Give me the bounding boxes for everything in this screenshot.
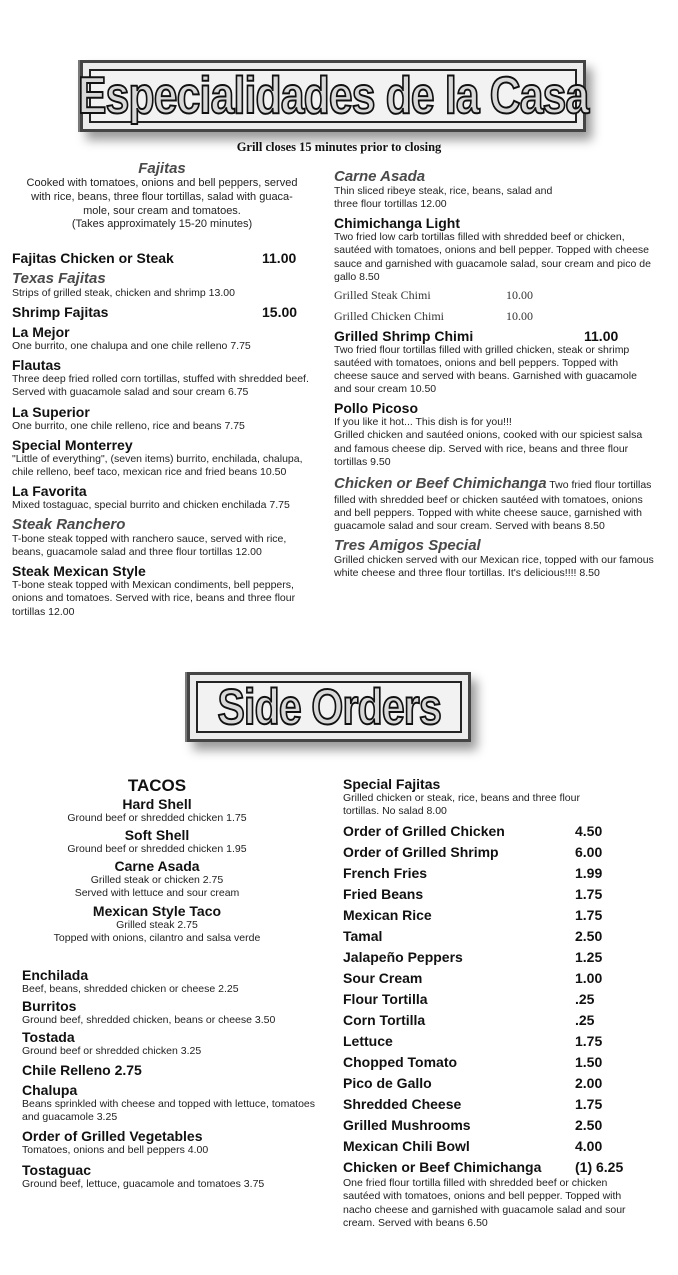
side-item-name: Lettuce [343, 1032, 393, 1049]
side-item-price: 1.50 [575, 1053, 603, 1070]
banner-title: Especialidades de la Casa [77, 67, 589, 125]
chimichanga-side-desc: One fried flour tortilla filled with shredded beef or chicken sautéed with tomatoes, onions and bell pepper. Topped with nacho cheese and garnished with guacamole salad and sour cream. Served with beans 6.50 [343, 1177, 626, 1229]
la-superior-name: La Superior [12, 403, 90, 420]
side-item-name: Corn Tortilla [343, 1011, 426, 1028]
side-item-price: 2.50 [575, 1116, 603, 1133]
specialties-right-column [334, 168, 654, 580]
tostada-desc: Ground beef or shredded chicken 3.25 [22, 1045, 202, 1057]
grilled-veg-name: Order of Grilled Vegetables [22, 1128, 203, 1145]
menu-item-fajitas-chicken [12, 250, 312, 266]
side-items-list [343, 820, 643, 1177]
tostaguac-desc: Ground beef, lettuce, guacamole and tomatoes 3.75 [22, 1177, 265, 1190]
steak-ranchero-title: Steak Ranchero [12, 516, 126, 533]
chalupa-name: Chalupa [22, 1082, 78, 1099]
taco-desc: Grilled steak 2.75 [116, 918, 198, 931]
side-item-name: Pico de Gallo [343, 1074, 432, 1091]
tacos-section [22, 776, 292, 945]
side-item-row [343, 883, 643, 904]
steak-ranchero-desc: T-bone steak topped with ranchero sauce, served with rice, beans, guacamole salad and three flour tortillas 12.00 [12, 533, 287, 559]
side-item-price: 4.50 [575, 822, 603, 839]
side-item-price: .25 [575, 990, 595, 1007]
option-price: 10.00 [506, 287, 533, 302]
flautas-name: Flautas [12, 357, 62, 374]
tres-amigos-desc: Grilled chicken served with our Mexican rice, topped with our famous white cheese and three flour tortillas. It's delicious!!!! 8.50 [334, 553, 654, 579]
la-favorita-name: La Favorita [12, 482, 87, 499]
side-item-price: 4.00 [575, 1137, 603, 1154]
side-item-row [343, 988, 643, 1009]
side-item-row [343, 925, 643, 946]
item-name: Shrimp Fajitas [12, 304, 109, 321]
option-name: Grilled Steak Chimi [334, 287, 431, 302]
side-item-row [343, 946, 643, 967]
option-name: Grilled Chicken Chimi [334, 308, 444, 323]
chimichanga-title: Chicken or Beef Chimichanga [334, 474, 547, 492]
side-item-price: 1.75 [575, 1095, 603, 1112]
chimichanga-desc: Two fried flour tortillas filled with shredded beef or chicken sautéed with tomatoes, onions and bell peppers. Topped with white cheese sauce, garnished with guacamole salad and sour cream. Served with beans 8.50 [334, 478, 652, 532]
la-superior-desc: One burrito, one chile relleno, rice and beans 7.75 [12, 419, 245, 432]
side-item-row [343, 904, 643, 925]
chimi-option-steak [334, 288, 654, 303]
grill-note: Grill closes 15 minutes prior to closing [236, 140, 442, 154]
side-item-row [343, 1030, 643, 1051]
chile-relleno-name: Chile Relleno 2.75 [22, 1062, 142, 1079]
side-item-row [343, 1114, 643, 1135]
side-item-name: Mexican Rice [343, 906, 432, 923]
side-item-row [343, 820, 643, 841]
la-favorita-desc: Mixed tostaguac, special burrito and chicken enchilada 7.75 [12, 498, 290, 511]
side-item-price: 1.75 [575, 1032, 603, 1049]
specialties-left-column [12, 160, 312, 619]
side-item-row [343, 841, 643, 862]
menu-item-shrimp-chimi [334, 328, 634, 344]
side-item-name: Jalapeño Peppers [343, 948, 463, 965]
side-item-row [343, 862, 643, 883]
side-item-price: 2.00 [575, 1074, 603, 1091]
taco-name: Carne Asada [114, 858, 200, 875]
side-item-name: Tamal [343, 927, 383, 944]
side-item-row [343, 1093, 643, 1114]
taco-name: Hard Shell [122, 796, 192, 812]
side-item-price: 1.00 [575, 969, 603, 986]
taco-desc2: Served with lettuce and sour cream [74, 887, 240, 900]
pollo-picoso-desc2: Grilled chicken and sautéed onions, cooked with our spiciest salsa and famous cheese dip. Served with rice, beans and three flour tortillas 9.50 [334, 429, 643, 468]
taco-desc: Ground beef or shredded chicken 1.95 [67, 843, 247, 856]
side-item-price: 1.75 [575, 906, 603, 923]
chimi-light-name: Chimichanga Light [334, 215, 460, 232]
side-item-name: Mexican Chili Bowl [343, 1137, 470, 1154]
taco-name: Soft Shell [124, 827, 190, 844]
fajitas-note: (Takes approximately 15-20 minutes) [71, 218, 253, 231]
taco-name: Mexican Style Taco [92, 902, 222, 919]
side-item-price: 1.99 [575, 864, 603, 881]
side-item-row [343, 1135, 643, 1156]
side-orders-left-column [22, 776, 322, 1191]
side-item-row [343, 1156, 643, 1177]
taco-desc2: Topped with onions, cilantro and salsa verde [53, 931, 261, 944]
item-name: Fajitas Chicken or Steak [12, 250, 174, 266]
side-item-name: Flour Tortilla [343, 990, 428, 1007]
chimi-light-desc: Two fried low carb tortillas filled with shredded beef or chicken, sautéed with tomatoes, onions and bell pepper. Topped with cheese sauce and garnished with guacamole salad, sour cream and pico de gallo 8.50 [334, 231, 651, 283]
side-item-row [343, 1009, 643, 1030]
fajitas-title: Fajitas [138, 160, 186, 177]
texas-fajitas-title: Texas Fajitas [12, 270, 106, 287]
fajitas-desc: Cooked with tomatoes, onions and bell peppers, served with rice, beans, three flour tortillas, salad with guaca-mole, sour cream and tomatoes. [26, 177, 298, 217]
item-price: 11.00 [584, 327, 619, 344]
grilled-veg-desc: Tomatoes, onions and bell peppers 4.00 [22, 1144, 209, 1157]
side-item-price: 6.00 [575, 843, 603, 860]
side-item-name: Chopped Tomato [343, 1053, 458, 1070]
side-item-price: 2.50 [575, 927, 603, 944]
texas-fajitas-desc: Strips of grilled steak, chicken and shrimp 13.00 [12, 287, 235, 299]
side-item-row [343, 1072, 643, 1093]
item-name: Grilled Shrimp Chimi [334, 327, 474, 344]
special-fajitas-name: Special Fajitas [343, 776, 441, 792]
tacos-heading: TACOS [127, 776, 187, 795]
side-item-row [343, 967, 643, 988]
option-price: 10.00 [506, 308, 533, 323]
chimichanga-block [334, 475, 654, 533]
side-item-name: Sour Cream [343, 969, 423, 986]
shrimp-chimi-desc: Two fried flour tortillas filled with grilled chicken, steak or shrimp sautéed with tomatoes, onions and bell peppers. Topped with cheese sauce and served with beans. Garnished with guacamole and sour cream 10.50 [334, 343, 637, 396]
side-item-name: Shredded Cheese [343, 1095, 462, 1112]
tostada-name: Tostada [22, 1029, 75, 1045]
side-orders-banner [187, 672, 471, 742]
chimi-option-chicken [334, 309, 654, 324]
enchilada-desc: Beef, beans, shredded chicken or cheese 2.25 [22, 982, 239, 995]
side-item-price: 1.75 [575, 885, 603, 902]
taco-desc: Ground beef or shredded chicken 1.75 [67, 812, 247, 824]
special-monterrey-name: Special Monterrey [12, 436, 133, 453]
steak-mexican-desc: T-bone steak topped with Mexican condiments, bell peppers, onions and tomatoes. Served with rice, beans and three flour tortillas 12.00 [12, 579, 296, 618]
banner-frame [196, 681, 462, 733]
pollo-picoso-name: Pollo Picoso [334, 400, 419, 417]
especialidades-banner [77, 60, 589, 132]
side-item-name: Order of Grilled Shrimp [343, 843, 499, 860]
banner-frame [77, 67, 589, 125]
side-item-name: French Fries [343, 864, 428, 881]
carne-asada-desc: Thin sliced ribeye steak, rice, beans, salad and three flour tortillas 12.00 [334, 185, 553, 211]
enchilada-name: Enchilada [22, 966, 89, 983]
side-orders-right-column [343, 776, 643, 1230]
side-item-name: Chicken or Beef Chimichanga [343, 1158, 542, 1175]
pollo-picoso-desc1: If you like it hot... This dish is for you!!! [334, 416, 512, 429]
la-mejor-desc: One burrito, one chalupa and one chile relleno 7.75 [12, 340, 251, 353]
side-item-row [343, 1051, 643, 1072]
sides-left-list [22, 967, 322, 1191]
flautas-desc: Three deep fried rolled corn tortillas, stuffed with shredded beef. Served with guacamole salad and sour cream 6.75 [12, 373, 309, 399]
side-item-price: .25 [575, 1011, 595, 1028]
special-monterrey-desc: "Little of everything", (seven items) burrito, enchilada, chalupa, chile relleno, beef taco, mexican rice and fried beans 10.50 [12, 452, 303, 478]
menu-item-shrimp-fajitas [12, 304, 312, 320]
tres-amigos-title: Tres Amigos Special [334, 536, 481, 554]
la-mejor-name: La Mejor [12, 324, 70, 341]
item-price: 11.00 [262, 250, 297, 266]
item-price: 15.00 [262, 304, 298, 321]
burritos-name: Burritos [22, 997, 77, 1014]
taco-desc: Grilled steak or chicken 2.75 [90, 874, 224, 887]
tostaguac-name: Tostaguac [22, 1161, 91, 1178]
side-item-price: 1.25 [575, 948, 603, 965]
chalupa-desc: Beans sprinkled with cheese and topped with lettuce, tomatoes and guacamole 3.25 [22, 1098, 316, 1124]
steak-mexican-name: Steak Mexican Style [12, 563, 146, 580]
carne-asada-title: Carne Asada [334, 168, 426, 185]
special-fajitas-desc: Grilled chicken or steak, rice, beans and three flour tortillas. No salad 8.00 [343, 792, 580, 818]
side-item-name: Order of Grilled Chicken [343, 822, 505, 839]
side-item-name: Fried Beans [343, 885, 424, 902]
burritos-desc: Ground beef, shredded chicken, beans or cheese 3.50 [22, 1013, 276, 1026]
side-item-price: (1) 6.25 [575, 1158, 624, 1175]
side-item-name: Grilled Mushrooms [343, 1116, 471, 1133]
banner-title: Side Orders [217, 679, 441, 735]
